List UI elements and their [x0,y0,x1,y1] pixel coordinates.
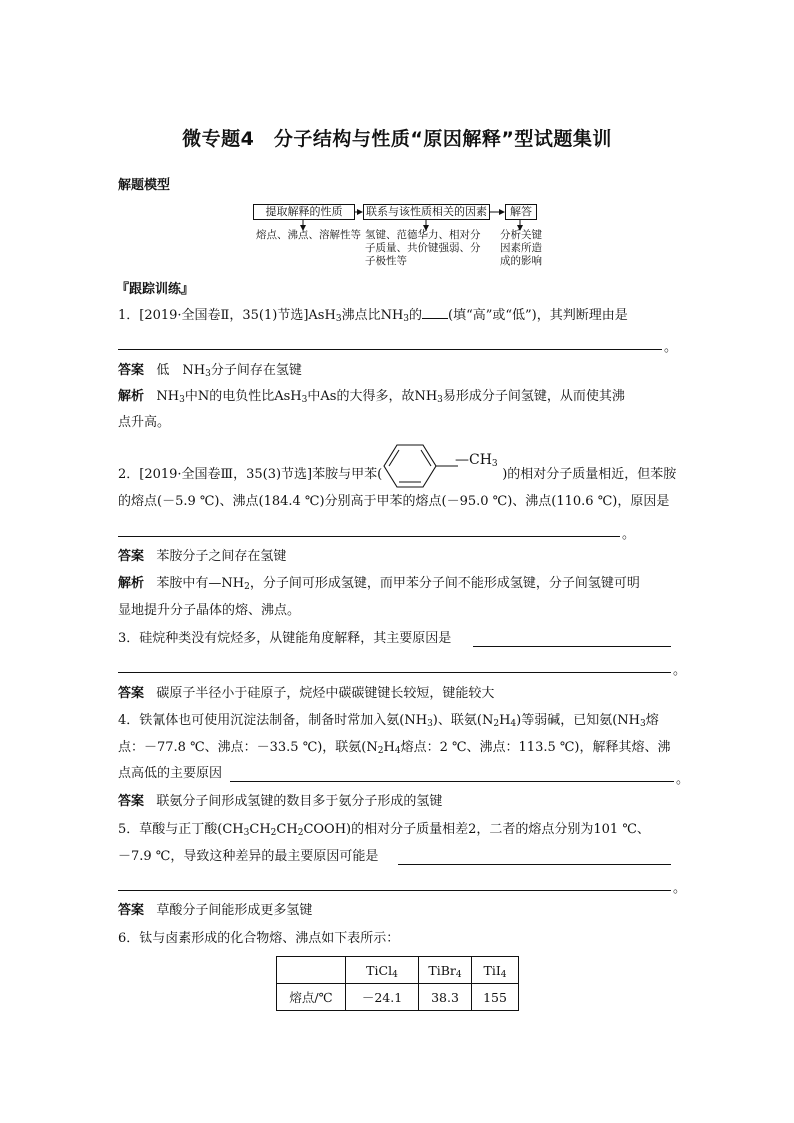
period: 。 [664,340,678,355]
question-2-line2: 的熔点(－5.9 ℃)、沸点(184.4 ℃)分别高于甲苯的熔点(－95.0 ℃)、沸点(110.6 ℃)，原因是 [118,494,670,509]
question-1: 1．[2019·全国卷Ⅱ，35(1)节选]AsH$_3$沸点比$NH_3$的 (填“高”或“低”)，其判断理由是 [118,308,628,324]
model-note-factors-2: 子质量、共价键强弱、分 [365,242,481,254]
bracket-right-icon: 』 [181,282,195,297]
toluene-structure [376,440,458,492]
model-box-extract: 提取解释的性质 [253,204,355,220]
blank-q3a[interactable] [473,646,671,647]
question-5-line2: －7.9 ℃，导致这种差异的最主要原因可能是 [118,849,379,864]
model-heading: 解题模型 [118,178,171,193]
period: 。 [673,881,687,896]
blank-q2[interactable] [118,536,620,537]
answer-1: 答案 低 $NH_3$分子间存在氢键 [118,363,302,379]
table-header-row [277,957,519,984]
model-note-properties: 熔点、沸点、溶解性等 [256,229,361,241]
page-title: 微专题4 分子结构与性质“原因解释”型试题集训 [182,128,612,150]
blank-q4[interactable] [230,781,674,782]
table-row [277,984,519,1011]
analysis-1-line1: 解析 $NH_3$中N的电负性比AsH$_3$中As的大得多，故$NH_3$易形成分子间氢键，从而使其沸 [118,389,625,405]
section-label: 『跟踪训练』 [116,282,195,297]
table-header-cell: TiCl$_4$ [346,957,419,984]
question-5-line1: 5．草酸与正丁酸$(CH_3CH_2CH_2COOH)$的相对分子质量相差2，二者的熔点分别为101 ℃、 [118,822,650,838]
model-note-factors-3: 子极性等 [365,255,407,267]
blank-q5a[interactable] [398,864,671,865]
bracket-left-icon: 『 [116,282,130,297]
blank-q1a[interactable] [422,306,448,319]
blank-q1b[interactable] [118,349,662,350]
table-row-label: 熔点/℃ [277,984,346,1011]
period: 。 [673,663,687,678]
question-2-line1: 2．[2019·全国卷Ⅲ，35(3)节选]苯胺与甲苯( )的相对分子质量相近，但苯胺 [118,467,677,482]
analysis-1-line2: 点升高。 [118,415,171,430]
table-header-cell [277,957,346,984]
period: 。 [676,772,690,787]
question-4-line1: 4．铁氰体也可使用沉淀法制备，制备时常加入氨$(NH_3)$、联氨$(N_2H_4)$等弱碱，已知氨($NH_3$熔 [118,713,659,729]
question-6: 6．钛与卤素形成的化合物熔、沸点如下表所示： [118,931,400,946]
question-4-line3: 点高低的主要原因 [118,766,223,781]
analysis-2-line1: 解析 苯胺中有$—NH_2$，分子间可形成氢键，而甲苯分子间不能形成氢键，分子间氢键可明 [118,576,640,592]
blank-q3b[interactable] [118,672,671,673]
table-header-cell: TiI$_4$ [472,957,519,984]
blank-q5b[interactable] [118,890,671,891]
table-cell: －24.1 [346,984,419,1011]
period: 。 [622,527,636,542]
model-note-effect-3: 成的影响 [500,255,542,267]
model-note-effect-1: 分析关键 [500,229,542,241]
halide-melting-point-table [276,956,519,1011]
answer-5: 答案 草酸分子间能形成更多氢键 [118,903,313,918]
table-cell: 155 [472,984,519,1011]
methyl-group-label: $—CH_3$ [455,452,498,469]
model-note-effect-2: 因素所造 [500,242,542,254]
answer-2: 答案 苯胺分子之间存在氢键 [118,549,287,564]
analysis-2-line2: 显地提升分子晶体的熔、沸点。 [118,603,301,618]
table-cell: 38.3 [419,984,472,1011]
model-note-factors-1: 氢键、范德华力、相对分 [365,229,481,241]
question-4-line2: 点：－77.8 ℃、沸点：－33.5 ℃)，联氨($N_2H_4$熔点：2 ℃、沸点：113.5 ℃)，解释其熔、沸 [118,740,671,756]
answer-4: 答案 联氨分子间形成氢键的数目多于氨分子形成的氢键 [118,794,443,809]
answer-3: 答案 碳原子半径小于硅原子，烷烃中碳碳键键长较短，键能较大 [118,686,495,701]
question-3: 3．硅烷种类没有烷烃多，从键能角度解释，其主要原因是 [118,631,452,646]
model-box-relate: 联系与该性质相关的因素 [363,204,490,220]
model-box-answer: 解答 [505,204,537,220]
table-header-cell: TiBr$_4$ [419,957,472,984]
